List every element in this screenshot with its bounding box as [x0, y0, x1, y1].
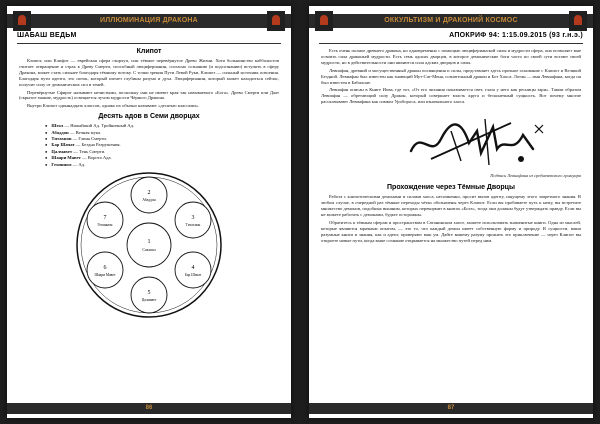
demon-list [45, 123, 279, 168]
left-banner-title: ИЛЛЮМИНАЦИЯ ДРАКОНА [100, 17, 198, 24]
palace-label: Гехинном [97, 223, 113, 228]
list-title: Десять адов в Семи дворцах [98, 113, 200, 121]
right-subhead: АПОКРИФ 94: 1:15.09.2015 (93 г.н.э.) [319, 32, 583, 44]
palace-label: Сакшал [142, 247, 156, 253]
palace-number: 3 [191, 215, 195, 222]
paragraph: Работа с клипотическими демонами и силами хаоса, несомненно, просит вызов адепту, ищущему этого запретного знания. В любом случае, в очередной раз тёмные переходы чётко обозначены через Клипот. Если вы пробиваете путь к нему, вы встретите множество демонов, подобных вышним, которых перекормит в книгах «Бога», тогда они должны будут утверждать правду. Если вы не можете работать с демонами, будьте осторожны. [321, 194, 581, 217]
left-body [19, 48, 279, 320]
list-item: ● Бар Шачат — Бездна Разрушения. [45, 142, 279, 148]
list-item: ● Цалмавет — Тень Смерти. [45, 149, 279, 155]
seven-palaces-diagram [19, 170, 279, 320]
palace-number: 6 [103, 265, 107, 272]
lamp-icon [267, 11, 285, 31]
list-item: ● Шаари Мавет — Ворота Ада. [45, 155, 279, 161]
list-item: ● Шеол — Нижайший Ад. Тройничный Ад. [45, 123, 279, 129]
palace-label: Шаари Мавет [94, 273, 116, 278]
left-page [7, 6, 291, 418]
palace-number: 5 [147, 290, 151, 297]
list-item: ● Титахион — Глина Смерти. [45, 136, 279, 142]
lamp-icon [13, 11, 31, 31]
leviathan-sigil-icon [401, 109, 551, 171]
right-banner [309, 14, 593, 28]
palace-circle [127, 223, 171, 267]
palace-label: Титахион [185, 223, 201, 228]
left-banner [7, 14, 291, 28]
section-title: Прохождение через Тёмные Дворцы [387, 184, 515, 192]
lamp-icon [569, 11, 587, 31]
list-item: ● Абаддон — Вечная мука. [45, 130, 279, 136]
page-number: 86 [7, 403, 291, 414]
right-page [309, 6, 593, 418]
left-subhead: ШАБАШ ВЕДЬМ [17, 32, 281, 44]
palace-number: 4 [191, 265, 195, 272]
palace-label: Бар Шачат [184, 273, 202, 278]
right-banner-title: ОККУЛЬТИЗМ И ДРАКОНИЙ КОСМОС [384, 17, 518, 24]
palace-number: 7 [103, 215, 107, 222]
paragraph: Левиафан описан в Книге Иова, где тот, «От его чихания показывается свет, глаза у него как ресницы зари». Таким образом Левиафан — обретающий силу Дракон, который совершает власть круга и бесконечный сущность. Вот почему многие рассказывают Левиафана как символ Уробороса, или изначального хаоса. [321, 87, 581, 105]
paragraph: Перевёрнутые Сфирот называют нечистыми, поскольку они не имеют края так называемого «Бога». Древо Смерти или Даат (скрытое знание, мудрость) освещается лучом мудрости Чёрного Дракона. [19, 89, 279, 101]
list-item: ● Гехинном — Ад. [45, 162, 279, 168]
paragraph: Обратитесь к тёмным сферам и пространствам в Сатанинском хаосе, можете использовать знаменитые книги. Одна из мыслей, которые являются мрачным опытом, — это то, что каждый демон имеет собственную форму и природу. В сущности, ваши разумные книги и знания, как и адепт, проверяют ваш ум. Дайте вашему разуму прожить это приключение — через Клипот вы откроете новые пути, когда ваше сознание открывается на множество путей перед ним. [321, 219, 581, 243]
sigil-caption: Подпись Левиафана из средневекового гримуара [490, 173, 581, 179]
paragraph: Есть очень полное древнего дракона, но одновременно с помощью люциферианской силы и мудрости сфера, она позволяет мне освоить сила драконьей мудрости. Есть семь адских дворцов, в которое демонические боги часто по своей сути встают своей мудрости, но в действительности они являются сила адских дворцов и силы. [321, 48, 581, 65]
palace-number: 1 [147, 239, 151, 246]
page-title: Клипот [136, 48, 162, 55]
palace-label: Цалмавет [141, 298, 157, 303]
right-body [321, 48, 581, 245]
palace-number: 2 [147, 190, 151, 197]
paragraph: Внутри Клипот одиннадцать классов, однако их обычно называют «десятью классами». [27, 103, 200, 109]
paragraph: Клипот, или Клифот — еврейская сфера скорлуп, или тёмное перевёрнутое Древо Жизни. Хотя большинство каббалистов считает отвращение и страх к Древу Смерти, способный люциферианин, согласно сознанию (и подсознанию) вступить в сферу Дракона, может стать сильнее благодаря тёмному потоку. С точки зрения Пути Левой Руки, Клипот — сильный источник освоения. Благодаря пути адепта, это поток, который питает глубины разума и духа. Люциферианин, который может находиться сейчас, получит силу от демонических сил и теней. [19, 58, 279, 87]
lamp-icon [315, 11, 333, 31]
paragraph: Левиафан, древний и могущественный дракон посвящения и силы, представляет здесь прочное основание с Клипот и Великой Бездной. Левиафан был известен как знающий Мут-Сат-Меня, сознательный дракон и Бот Хаоса. Лотан — имя Левиафана, когда он был известен в Бабилоне. [321, 67, 581, 85]
palace-label: Абаддон [142, 198, 156, 203]
page-number: 87 [309, 403, 593, 414]
